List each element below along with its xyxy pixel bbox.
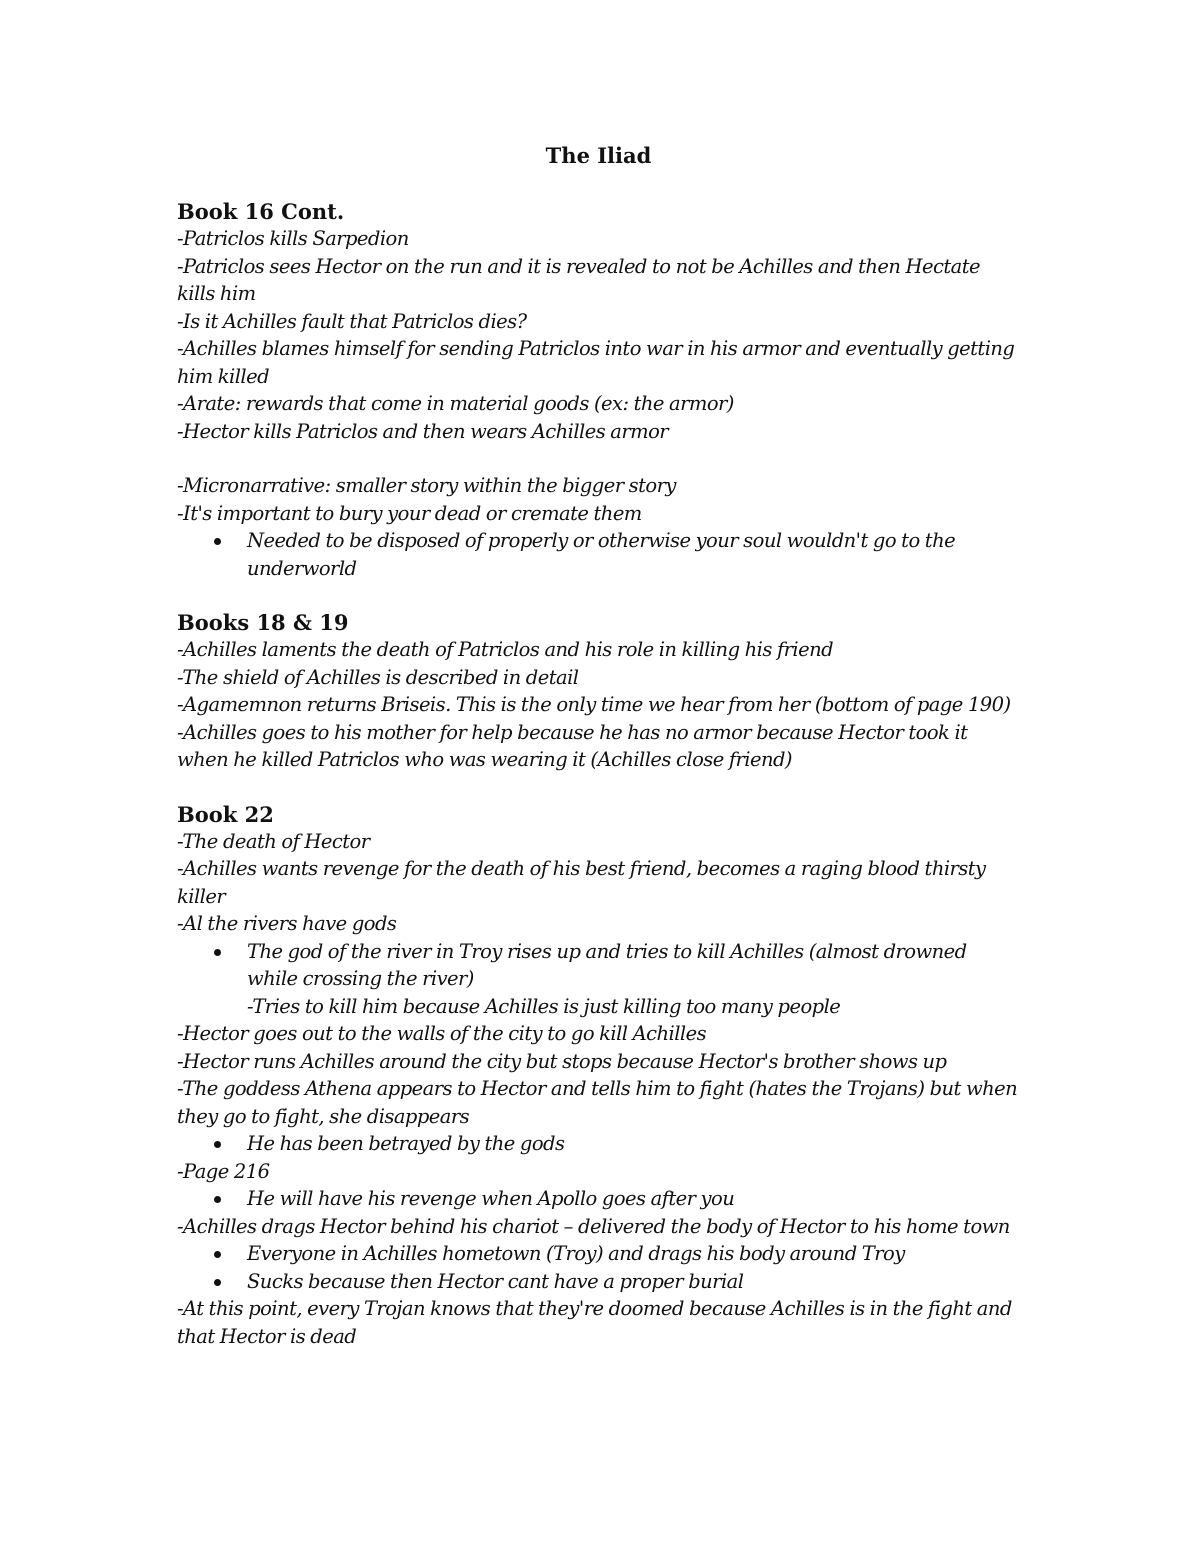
blank-line [177, 445, 1020, 472]
note-line: -Micronarrative: smaller story within the bigger story [177, 474, 676, 497]
section-body [177, 636, 1020, 774]
note-line: -The shield of Achilles is described in detail [177, 665, 579, 689]
notes-section [177, 801, 1020, 1351]
note-line: -Arate: rewards that come in material goods (ex: the armor) [177, 392, 734, 415]
note-line: -Achilles goes to his mother for help because he has no armor because Hector took it when he killed Patriclos who was wearing it (Achilles close friend) [177, 720, 968, 771]
notes-section [177, 198, 1020, 582]
section-body [177, 225, 1020, 582]
note-line: -Hector goes out to the walls of the city to go kill Achilles [177, 1022, 707, 1045]
notes-section [177, 609, 1020, 774]
section-heading: Book 16 Cont. [177, 199, 345, 224]
note-line: -Page 216 [177, 1159, 270, 1183]
section-heading: Book 22 [177, 801, 274, 827]
note-line: -At this point, every Trojan knows that they're doomed because Achilles is in the fight and that Hector is dead [177, 1297, 1012, 1348]
note-line: -Patriclos kills Sarpedion [177, 227, 409, 250]
note-line: -The goddess Athena appears to Hector and tells him to fight (hates the Trojans) but when they go to fight, she disappears [177, 1077, 1018, 1128]
bullet-item: Needed to be disposed of properly or otherwise your soul wouldn't go to the underworld [177, 527, 1020, 582]
note-line: -Hector runs Achilles around the city but stops because Hector's brother shows up [177, 1049, 947, 1073]
note-line: -The death of Hector [177, 829, 370, 853]
sub-note-line: -Tries to kill him because Achilles is just killing too many people [247, 994, 841, 1018]
note-line: -It's important to bury your dead or cremate them [177, 501, 642, 525]
bullet-item: Sucks because then Hector cant have a proper burial [177, 1268, 1020, 1296]
note-line: -Achilles blames himself for sending Patriclos into war in his armor and eventually getting him killed [177, 337, 1015, 388]
note-line: -Patriclos sees Hector on the run and it is revealed to not be Achilles and then Hectate kills him [177, 254, 980, 305]
document-title: The Iliad [545, 143, 652, 168]
note-line: -Hector kills Patriclos and then wears Achilles armor [177, 419, 669, 443]
note-line: -Agamemnon returns Briseis. This is the only time we hear from her (bottom of page 190) [177, 693, 1011, 716]
bullet-item: He has been betrayed by the gods [177, 1130, 1020, 1158]
bullet-item: Everyone in Achilles hometown (Troy) and drags his body around Troy [177, 1240, 1020, 1268]
note-line: -Al the rivers have gods [177, 912, 397, 935]
section-body [177, 828, 1020, 1351]
note-line: -Achilles drags Hector behind his chariot – delivered the body of Hector to his home town [177, 1214, 1010, 1238]
bullet-item: He will have his revenge when Apollo goes after you [177, 1185, 1020, 1213]
note-line: -Achilles wants revenge for the death of his best friend, becomes a raging blood thirsty killer [177, 857, 986, 908]
bullet-item: The god of the river in Troy rises up and tries to kill Achilles (almost drowned while crossing the river) [177, 938, 1020, 993]
section-heading: Books 18 & 19 [177, 610, 349, 635]
note-line: -Achilles laments the death of Patriclos and his role in killing his friend [177, 638, 834, 661]
sections-container [177, 198, 1020, 1350]
note-line: -Is it Achilles fault that Patriclos dies? [177, 309, 527, 333]
